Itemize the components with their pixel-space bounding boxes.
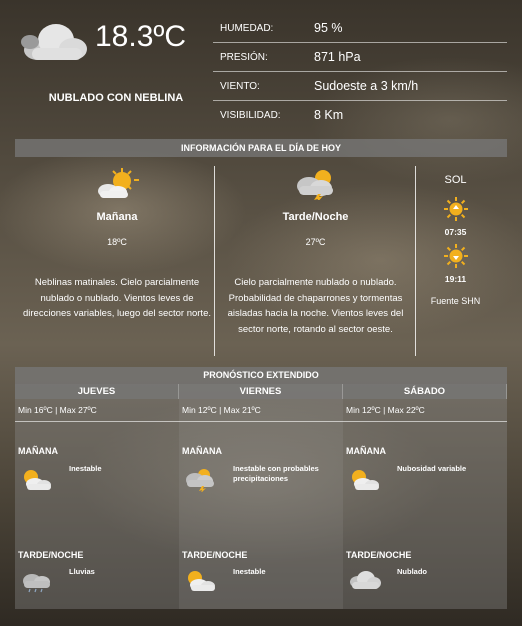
day-minmax: Min 16ºC | Max 27ºC <box>15 399 179 422</box>
morning-label: MAÑANA <box>18 446 58 456</box>
period-description: Neblinas matinales. Cielo parcialmente nublado o nublado. Vientos leves de direcciones variables, luego del sector norte. <box>23 277 211 319</box>
current-description: NUBLADO CON NEBLINA <box>48 92 184 104</box>
stat-value: 871 hPa <box>314 50 361 64</box>
current-stats-table <box>213 14 507 129</box>
storm-cloud-icon <box>182 466 218 492</box>
morning-description: Inestable con probables precipitaciones <box>233 464 319 483</box>
extended-forecast <box>15 367 507 609</box>
sun-cloud-icon <box>94 166 140 200</box>
stat-value: 95 % <box>314 21 343 35</box>
period-temperature: 27ºC <box>305 237 326 247</box>
today-morning <box>22 166 212 322</box>
evening-description: Nublado <box>397 567 427 576</box>
storm-cloud-icon <box>293 166 339 200</box>
cloud-icon <box>346 567 382 593</box>
evening-label: TARDE/NOCHE <box>18 550 84 560</box>
today-header: INFORMACIÓN PARA EL DÍA DE HOY <box>15 139 507 157</box>
evening-label: TARDE/NOCHE <box>182 550 248 560</box>
extended-header: PRONÓSTICO EXTENDIDO <box>15 367 507 384</box>
morning-description: Inestable <box>69 464 102 473</box>
evening-description: Lluvias <box>69 567 95 576</box>
morning-label: MAÑANA <box>346 446 386 456</box>
period-title: Mañana <box>96 211 138 223</box>
today-evening <box>218 166 413 337</box>
day-name: SÁBADO <box>343 384 507 399</box>
forecast-day <box>179 384 343 609</box>
day-minmax: Min 12ºC | Max 22ºC <box>343 399 507 422</box>
sun-cloud-icon <box>182 567 218 593</box>
stat-row-visibility <box>213 101 507 129</box>
sun-title: SOL <box>444 174 467 186</box>
stat-label: HUMEDAD: <box>220 22 274 34</box>
today-sun <box>418 166 493 306</box>
period-temperature: 18ºC <box>107 237 127 247</box>
rain-cloud-icon <box>18 567 54 593</box>
current-temperature: 18.3ºC <box>95 20 187 53</box>
day-name: VIERNES <box>179 384 343 399</box>
sun-cloud-icon <box>346 466 382 492</box>
stat-label: PRESIÓN: <box>220 51 268 63</box>
stat-row-humidity <box>213 14 507 43</box>
stat-label: VIENTO: <box>220 80 260 92</box>
stat-label: VISIBILIDAD: <box>220 109 281 121</box>
stat-value: Sudoeste a 3 km/h <box>314 79 419 93</box>
stat-row-wind <box>213 72 507 101</box>
day-minmax: Min 12ºC | Max 21ºC <box>179 399 343 422</box>
sun-source: Fuente SHN <box>430 296 481 306</box>
evening-label: TARDE/NOCHE <box>346 550 412 560</box>
morning-description: Nubosidad variable <box>397 464 467 473</box>
divider <box>415 166 416 356</box>
sunrise-time: 07:35 <box>444 227 467 237</box>
stat-value: 8 Km <box>314 108 344 122</box>
sun-cloud-icon <box>18 466 54 492</box>
divider <box>214 166 215 356</box>
forecast-day <box>343 384 507 609</box>
stat-row-pressure <box>213 43 507 72</box>
period-title: Tarde/Noche <box>282 211 349 223</box>
forecast-day <box>15 384 179 609</box>
period-description: Cielo parcialmente nublado o nublado. Probabilidad de chaparrones y tormentas aisladas hacia la noche. Vientos leves del sector norte, rotando al sector oeste. <box>227 277 404 335</box>
day-name: JUEVES <box>15 384 179 399</box>
cloud-icon <box>18 20 90 62</box>
sunrise-icon <box>443 196 469 222</box>
morning-label: MAÑANA <box>182 446 222 456</box>
sunset-icon <box>443 243 469 269</box>
sunset-time: 19:11 <box>444 274 467 284</box>
evening-description: Inestable <box>233 567 266 576</box>
